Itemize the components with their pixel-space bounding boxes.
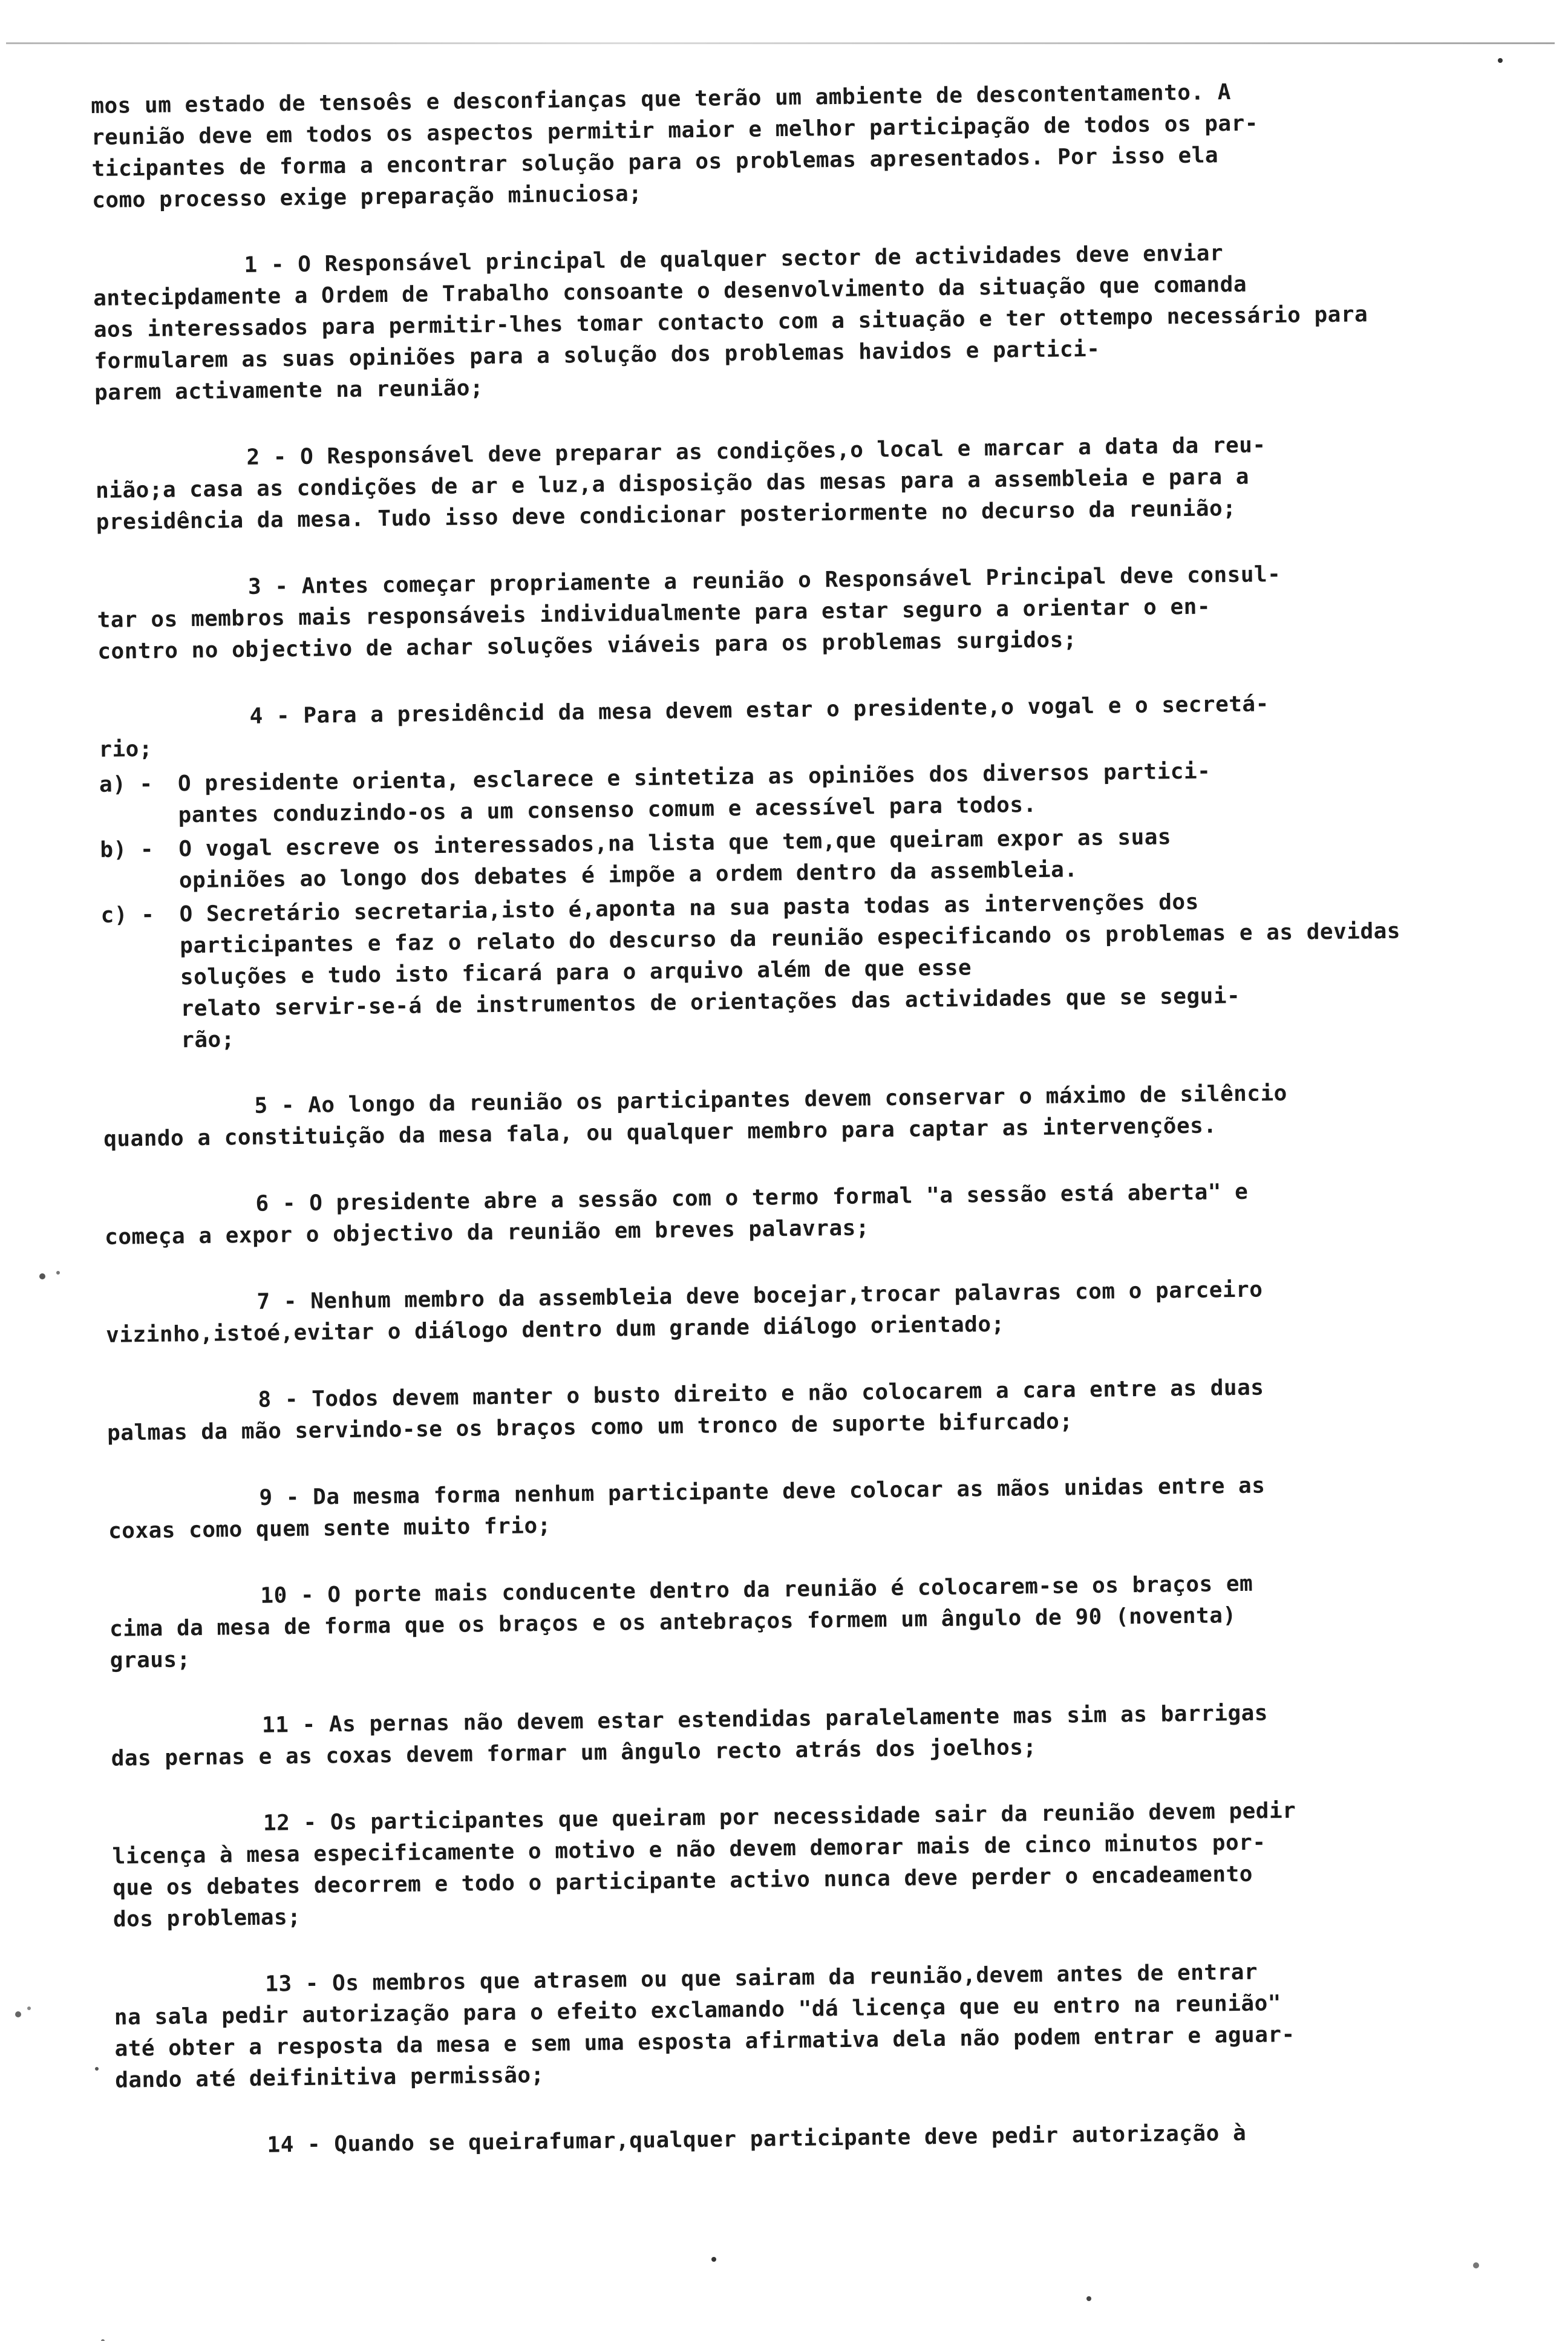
list-item <box>111 1695 1478 1775</box>
item-text: O Responsável principal de qualquer sector de actividades deve enviar antecipdamente a Ordem de Trabalho consoante o desenvolvimento da situação que comanda aos interessados para permitir-lhes tomar contacto com a situação e ter ottempo necessário para formularem as suas opiniões para a solução dos problemas havidos e partici- parem activamente na reunião; <box>93 241 1368 405</box>
item-number: 10 - <box>260 1582 315 1608</box>
item-text: As pernas não devem estar estendidas paralelamente mas sim as barrigas das pernas e as coxas devem formar um ângulo recto atrás dos joelhos; <box>111 1700 1269 1771</box>
item-paragraph <box>109 1566 1477 1677</box>
item-number: 11 - <box>261 1712 316 1738</box>
numbered-list <box>93 235 1483 2163</box>
item-text: O porte mais conducente dentro da reunião é colocarem-se os braços em cima da mesa de forma que os braços e os antebraços formem um ângulo de 90 (noventa) graus; <box>109 1571 1253 1673</box>
item-text: O presidente abre a sessão com o termo formal "a sessão está aberta" e começa a expor o objectivo da reunião em breves palavras; <box>104 1179 1249 1250</box>
list-item <box>105 1272 1473 1351</box>
item-text: Nenhum membro da assembleia deve bocejar,trocar palavras com o parceiro vizinho,istoé,evitar o diálogo dentro dum grande diálogo orientado; <box>105 1277 1263 1348</box>
item-paragraph <box>114 1954 1482 2097</box>
sub-list <box>99 753 1470 1057</box>
list-item <box>93 235 1462 409</box>
item-number: 13 - <box>265 1971 319 1997</box>
item-paragraph <box>112 1793 1480 1936</box>
item-number: 12 - <box>263 1810 317 1836</box>
intro-paragraph: mos um estado de tensoês e desconfianças que terão um ambiente de descontentamento. A reunião deve em todos os aspectos permitir maior e melhor participação de todos os par- ticipantes de forma a encontrar solução para os problemas apresentados. Por isso ela como processo exige preparação minuciosa; <box>91 79 1259 213</box>
item-paragraph <box>93 235 1462 409</box>
sub-item-label: c) - <box>100 902 155 928</box>
list-item <box>103 1076 1471 1155</box>
list-item <box>106 1370 1474 1449</box>
item-number: 2 - <box>246 445 287 470</box>
item-number: 5 - <box>254 1093 295 1118</box>
list-item <box>104 1174 1472 1253</box>
item-text: Antes começar propriamente a reunião o Responsável Principal deve consul- tar os membros mais responsáveis individualmente para estar seguro a orientar o en- contro no objectivo de achar soluções viáveis para os problemas surgidos; <box>97 562 1281 664</box>
sub-item-label: b) - <box>100 837 154 863</box>
list-item <box>114 1954 1482 2097</box>
item-text: Os membros que atrasem ou que sairam da reunião,devem antes de entrar na sala pedir autorização para o efeito exclamando "dá licença que eu entro na reunião" até obter a resposta da mesa e sem uma esposta afirmativa dela não podem entrar e aguar- dando até deifinitiva permissão; <box>114 1959 1295 2093</box>
item-paragraph <box>105 1272 1473 1351</box>
item-number: 6 - <box>255 1190 296 1216</box>
item-text: Quando se queirafumar,qualquer participante deve pedir autorização à <box>334 2120 1247 2157</box>
item-paragraph <box>104 1174 1472 1253</box>
top-edge-line <box>6 42 1555 44</box>
item-paragraph <box>103 1076 1471 1155</box>
sub-item-text: O Secretário secretaria,isto é,aponta na sua pasta todas as intervenções dos participantes e faz o relato do descurso da reunião especificando os problemas e as devidas soluções e tudo isto ficará para o arquivo além de que esse relato servir-se-á de instrumentos de orientações das actividades que se segui- rão; <box>179 889 1401 1053</box>
item-number: 14 - <box>267 2132 321 2158</box>
sub-item-label: a) - <box>99 771 153 797</box>
sub-item-text: O presidente orienta, esclarece e sintetiza as opiniões dos diversos partici- pantes conduzindo-os a um consenso comum e acessível para todos. <box>177 759 1211 828</box>
sub-list-item <box>100 883 1469 1057</box>
document-body <box>91 74 1483 2198</box>
item-number: 7 - <box>256 1288 298 1314</box>
item-number: 9 - <box>259 1484 300 1510</box>
item-text: O Responsável deve preparar as condições,o local e marcar a data da reu- nião;a casa as condições de ar e luz,a disposição das mesas para a assembleia e para a presidência da mesa. Tudo isso deve condicionar posteriormente no decurso da reunião; <box>95 433 1266 535</box>
item-text: Todos devem manter o busto direito e não colocarem a cara entre as duas palmas da mão servindo-se os braços como um tronco de suporte bifurcado; <box>106 1375 1264 1446</box>
item-number: 3 - <box>247 574 289 599</box>
item-text: Os participantes que queiram por necessidade sair da reunião devem pedir licença à mesa especificamente o motivo e não devem demorar mais de cinco minutos por- que os debates decorrem e todo o participante activo nunca deve perder o encadeamento dos problemas; <box>112 1798 1296 1932</box>
list-item <box>108 1468 1475 1547</box>
item-text: Da mesma forma nenhum participante deve colocar as mãos unidas entre as coxas como quem sente muito frio; <box>108 1473 1266 1544</box>
item-text: Para a presidêncid da mesa devem estar o presidente,o vogal e o secretá- rio; <box>99 691 1270 762</box>
list-item <box>97 557 1465 668</box>
item-number: 4 - <box>249 704 290 729</box>
list-item <box>116 2115 1483 2163</box>
item-number: 1 - <box>244 252 285 278</box>
list-item <box>95 427 1463 538</box>
item-paragraph <box>108 1468 1475 1547</box>
item-paragraph <box>98 686 1466 766</box>
list-item <box>109 1566 1477 1677</box>
item-paragraph <box>97 557 1465 668</box>
item-number: 8 - <box>258 1386 299 1412</box>
item-paragraph <box>106 1370 1474 1449</box>
item-paragraph <box>95 427 1463 538</box>
item-paragraph <box>111 1695 1478 1775</box>
item-paragraph <box>116 2115 1483 2163</box>
list-item <box>112 1793 1480 1936</box>
list-item <box>98 686 1469 1057</box>
sub-item-text: O vogal escreve os interessados,na lista que tem,que queiram expor as suas opiniões ao longo dos debates é impõe a ordem dentro da assembleia. <box>178 824 1172 893</box>
item-text: Ao longo da reunião os participantes devem conservar o máximo de silêncio quando a constituição da mesa fala, ou qualquer membro para captar as intervenções. <box>103 1080 1288 1152</box>
